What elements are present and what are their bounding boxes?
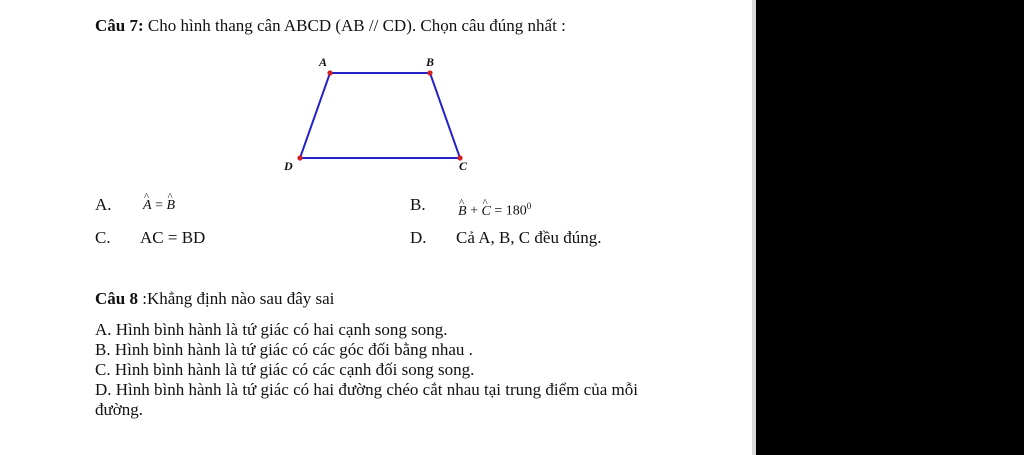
question-8-title — [95, 288, 334, 310]
option-d-letter: D. — [410, 228, 427, 247]
vertex-d-point — [297, 155, 302, 160]
angle-b-symbol: ^ B — [166, 195, 175, 217]
question-7-text: Cho hình thang cân ABCD (AB // CD). Chọn câu đúng nhất : — [143, 16, 566, 35]
degree-superscript: 0 — [526, 201, 532, 211]
option-c-letter: C. — [95, 228, 111, 247]
trapezoid-figure — [270, 50, 480, 180]
option-a-formula — [143, 195, 175, 217]
trapezoid-abcd — [300, 73, 460, 158]
vertex-a-label: A — [319, 55, 328, 69]
q8-option-d: D. Hình bình hành là tứ giác có hai đường chéo cắt nhau tại trung điểm của mỗi đường. — [95, 380, 638, 419]
question-8-label: Câu 8 — [95, 289, 138, 308]
option-c-text: AC = BD — [140, 228, 206, 247]
angle-c-symbol: ^ C — [481, 201, 490, 223]
q8-option-b: B. Hình bình hành là tứ giác có các góc đối bằng nhau . — [95, 340, 473, 359]
vertex-b-label: B — [426, 55, 435, 69]
option-b-equals: = 180 — [490, 203, 527, 219]
question-8-options — [95, 320, 695, 420]
option-d-text: Cả A, B, C đều đúng. — [456, 228, 602, 247]
angle-a-symbol: ^ A — [143, 195, 152, 217]
option-b-formula — [458, 195, 531, 223]
vertex-d-label: D — [284, 159, 293, 173]
option-a-letter: A. — [95, 195, 112, 214]
vertex-c-label: C — [459, 159, 468, 173]
q8-option-a: A. Hình bình hành là tứ giác có hai cạnh song song. — [95, 320, 448, 339]
question-8-text: :Khẳng định nào sau đây sai — [137, 289, 335, 308]
page-edge-strip — [752, 0, 756, 455]
angle-b2-symbol: ^ B — [458, 201, 467, 223]
option-b-letter: B. — [410, 195, 426, 214]
option-a-equals: = — [151, 198, 167, 213]
question-7-title — [95, 15, 566, 37]
question-7-label: Câu 7: — [95, 16, 144, 35]
option-b-plus: + — [466, 203, 482, 219]
q8-option-c: C. Hình bình hành là tứ giác có các cạnh đối song song. — [95, 360, 475, 379]
vertex-a-point — [327, 70, 332, 75]
vertex-b-point — [427, 70, 432, 75]
